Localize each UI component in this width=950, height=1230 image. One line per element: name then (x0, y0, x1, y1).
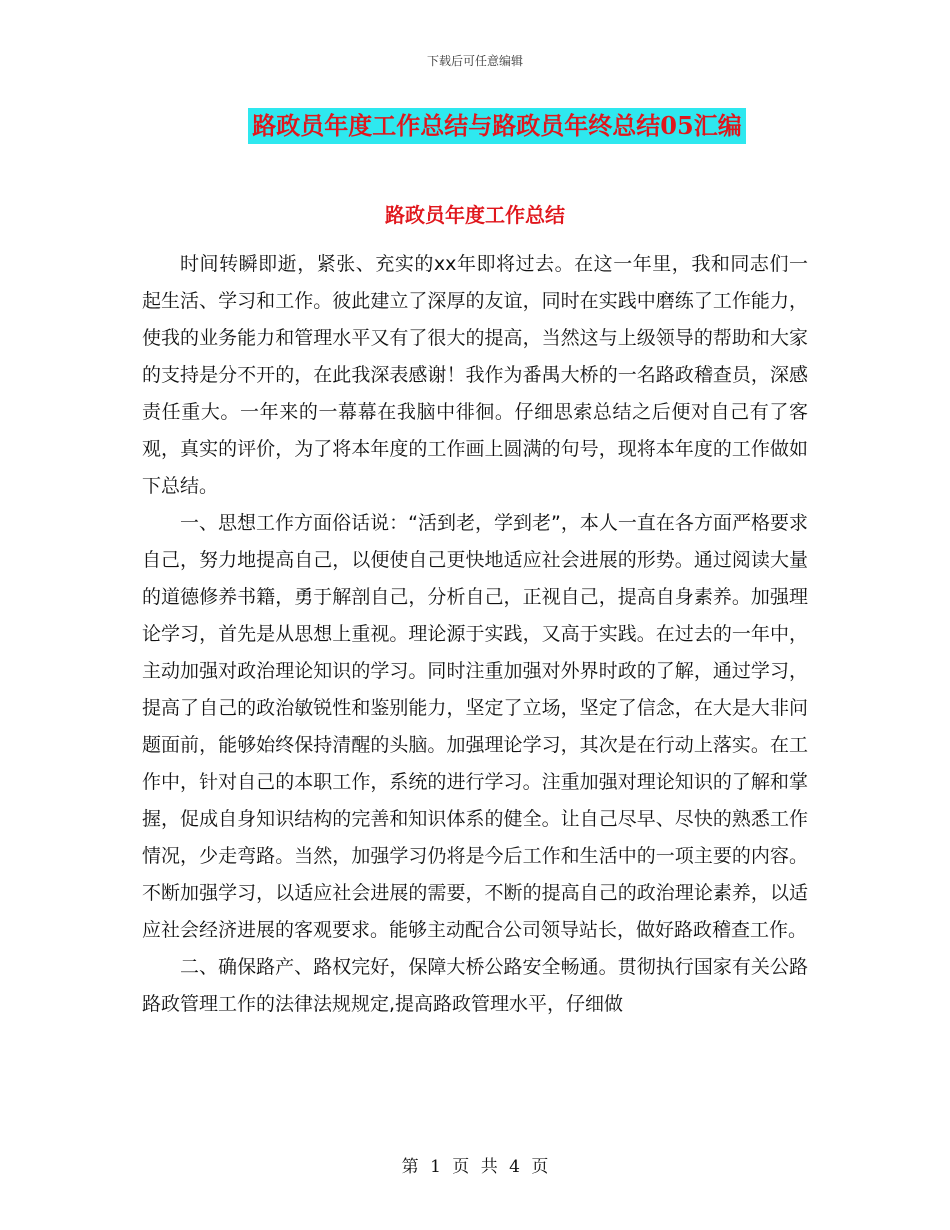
page-indicator: 第 1 页 共 4 页 (401, 1157, 549, 1177)
main-title: 路政员年度工作总结与路政员年终总结05汇编 (248, 108, 745, 144)
document-body (142, 246, 808, 1023)
paragraph-road-property: 二、确保路产、路权完好，保障大桥公路安全畅通。贯彻执行国家有关公路路政管理工作的法律法规规定,提高路政管理水平，仔细做 (142, 956, 808, 1015)
paragraph-intro: 时间转瞬即逝，紧张、充实的xx年即将过去。在这一年里，我和同志们一起生活、学习和工作。彼此建立了深厚的友谊，同时在实践中磨练了工作能力，使我的业务能力和管理水平又有了很大的提高，当然这与上级领导的帮助和大家的支持是分不开的，在此我深表感谢！我作为番禺大桥的一名路政稽查员，深感责任重大。一年来的一幕幕在我脑中徘徊。仔细思索总结之后便对自己有了客观，真实的评价，为了将本年度的工作画上圆满的句号，现将本年度的工作做如下总结。 (142, 253, 808, 497)
section-title: 路政员年度工作总结 (385, 203, 565, 227)
main-title-container (0, 108, 950, 144)
header-note: 下载后可任意编辑 (426, 54, 523, 68)
paragraph-thought-work: 一、思想工作方面俗话说：“活到老，学到老”，本人一直在各方面严格要求自己，努力地提高自己，以便使自己更快地适应社会进展的形势。通过阅读大量的道德修养书籍，勇于解剖自己，分析自己，正视自己，提高自身素养。加强理论学习，首先是从思想上重视。理论源于实践，又高于实践。在过去的一年中，主动加强对政治理论知识的学习。同时注重加强对外界时政的了解，通过学习，提高了自己的政治敏锐性和鉴别能力，坚定了立场，坚定了信念，在大是大非问题面前，能够始终保持清醒的头脑。加强理论学习，其次是在行动上落实。在工作中，针对自己的本职工作，系统的进行学习。注重加强对理论知识的了解和掌握，促成自身知识结构的完善和知识体系的健全。让自己尽早、尽快的熟悉工作情况，少走弯路。当然，加强学习仍将是今后工作和生活中的一项主要的内容。不断加强学习，以适应社会进展的需要，不断的提高自己的政治理论素养，以适应社会经济进展的客观要求。能够主动配合公司领导站长，做好路政稽查工作。 (142, 512, 808, 941)
